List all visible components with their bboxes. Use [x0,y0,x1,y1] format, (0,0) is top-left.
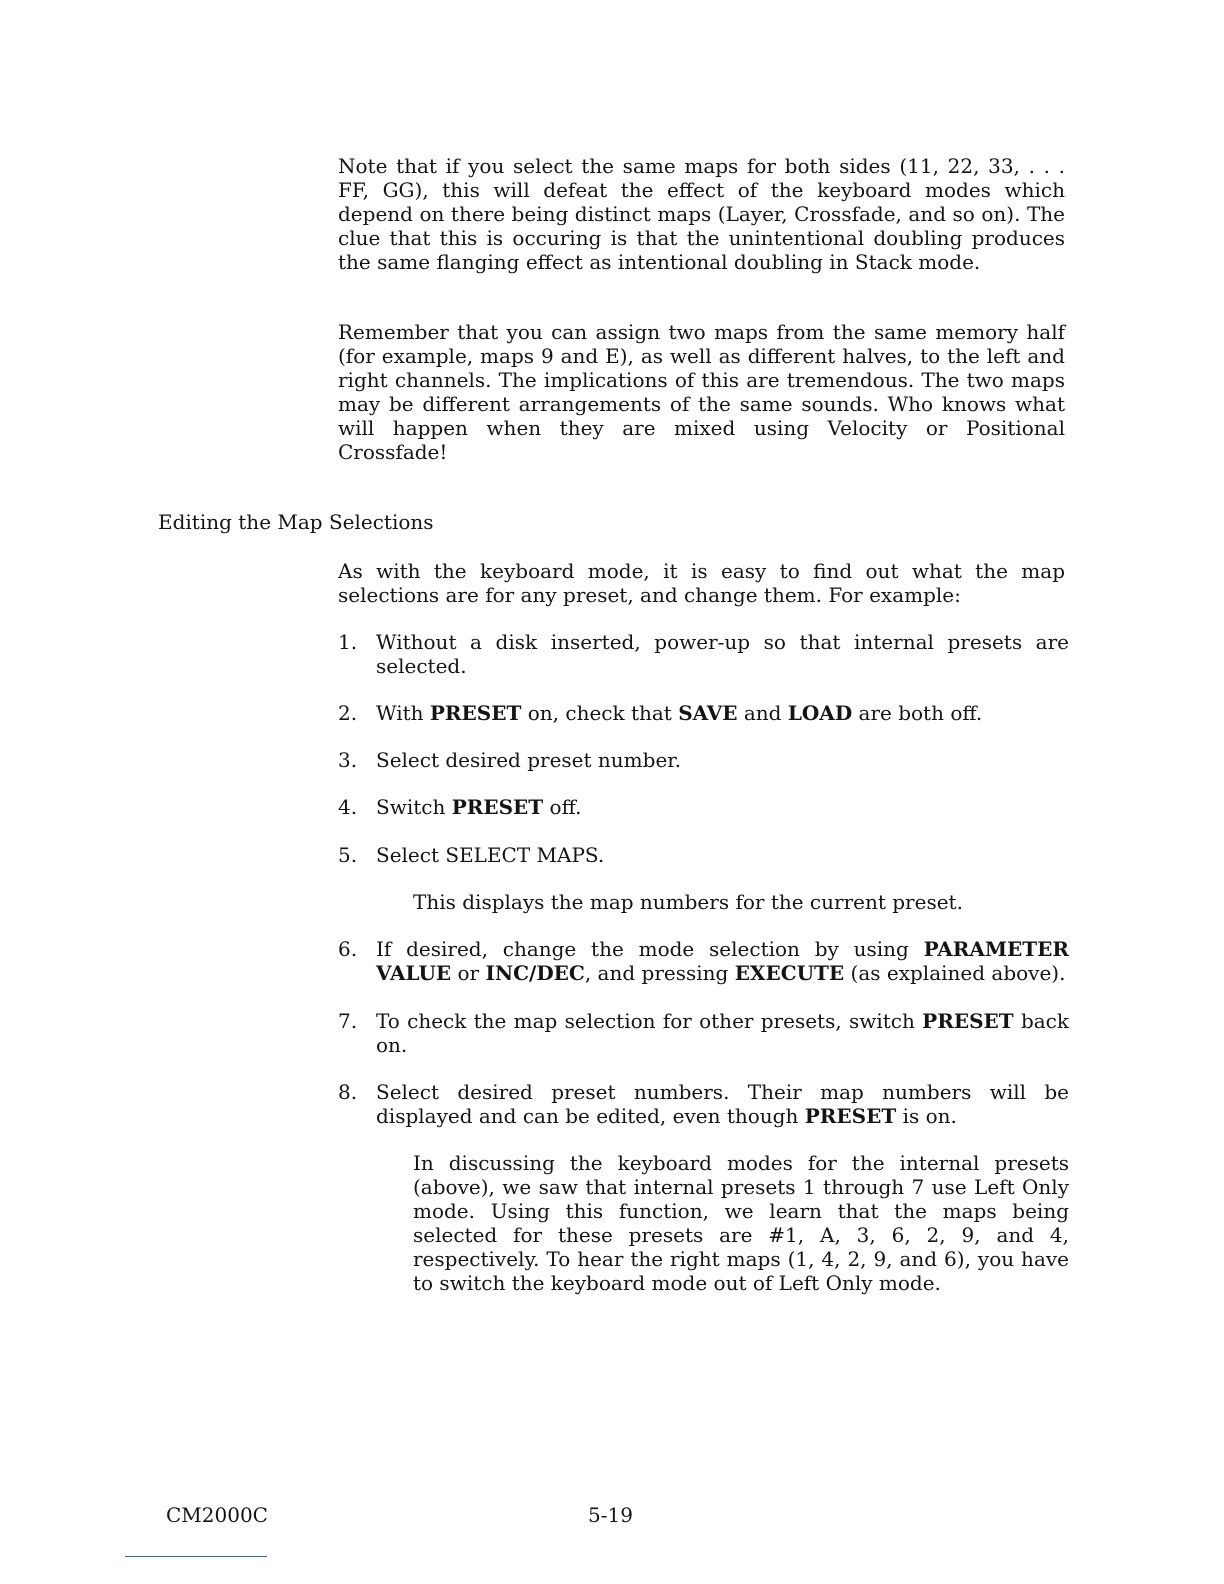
step-number: 2. [338,701,358,725]
key-label-preset: PRESET [429,701,522,725]
key-label-inc-dec: INC/DEC [485,961,585,985]
step-number: 8. [338,1080,358,1104]
key-label-parameter-value: PARAMETER VALUE [376,937,1069,985]
step-number: 7. [338,1009,358,1033]
section-lead: As with the keyboard mode, it is easy to find out what the map selections are for any preset, and change them. For example: [338,559,1065,607]
footer-rule [125,1556,267,1557]
key-label-save: SAVE [678,701,738,725]
step-text: Select desired preset numbers. Their map numbers will be displayed and can be edited, even though PRESET is on. [376,1080,1069,1128]
key-label-preset: PRESET [804,1104,897,1128]
step-number: 3. [338,748,358,772]
step-2 [338,701,1069,725]
step-number: 1. [338,630,358,654]
step-text: Switch PRESET off. [376,795,582,819]
step-5-note: This displays the map numbers for the current preset. [413,890,963,914]
key-label-preset: PRESET [451,795,544,819]
step-number: 4. [338,795,358,819]
footer-doc-id: CM2000C [166,1503,268,1527]
step-1 [338,630,1069,678]
step-text: To check the map selection for other presets, switch PRESET back on. [376,1009,1069,1057]
step-7 [338,1009,1069,1057]
step-8 [338,1080,1069,1128]
step-number: 5. [338,843,358,867]
step-5 [338,843,1069,867]
section-heading: Editing the Map Selections [158,510,434,534]
step-text: With PRESET on, check that SAVE and LOAD are both off. [376,701,983,725]
key-label-load: LOAD [787,701,853,725]
key-label-preset: PRESET [922,1009,1014,1033]
step-number: 6. [338,937,358,961]
step-text: Without a disk inserted, power-up so that internal presets are selected. [376,630,1069,678]
step-8-note: In discussing the keyboard modes for the internal presets (above), we saw that internal presets 1 through 7 use Left Only mode. Using this function, we learn that the maps being selected for these presets are #1, A, 3, 6, 2, 9, and 4, respectively. To hear the right maps (1, 4, 2, 9, and 6), you have to switch the keyboard mode out of Left Only mode. [413,1151,1069,1295]
intro-paragraph-2: Remember that you can assign two maps from the same memory half (for example, maps 9 and E), as well as different halves, to the left and right channels. The implications of this are tremendous. The two maps may be different arrangements of the same sounds. Who knows what will happen when they are mixed using Velocity or Positional Crossfade! [338,320,1065,464]
step-3 [338,748,1069,772]
step-text: Select desired preset number. [376,748,681,772]
key-label-execute: EXECUTE [734,961,845,985]
intro-paragraph-1: Note that if you select the same maps for both sides (11, 22, 33, . . . FF, GG), this will defeat the effect of the keyboard modes which depend on there being distinct maps (Layer, Crossfade, and so on). The clue that this is occuring is that the unintentional doubling produces the same flanging effect as intentional doubling in Stack mode. [338,154,1065,274]
step-4 [338,795,1069,819]
step-text: If desired, change the mode selection by using PARAMETER VALUE or INC/DEC, and pressing EXECUTE (as explained above). [376,937,1069,985]
step-text: Select SELECT MAPS. [376,843,605,867]
footer-page-number: 5-19 [588,1503,633,1527]
step-6 [338,937,1069,985]
